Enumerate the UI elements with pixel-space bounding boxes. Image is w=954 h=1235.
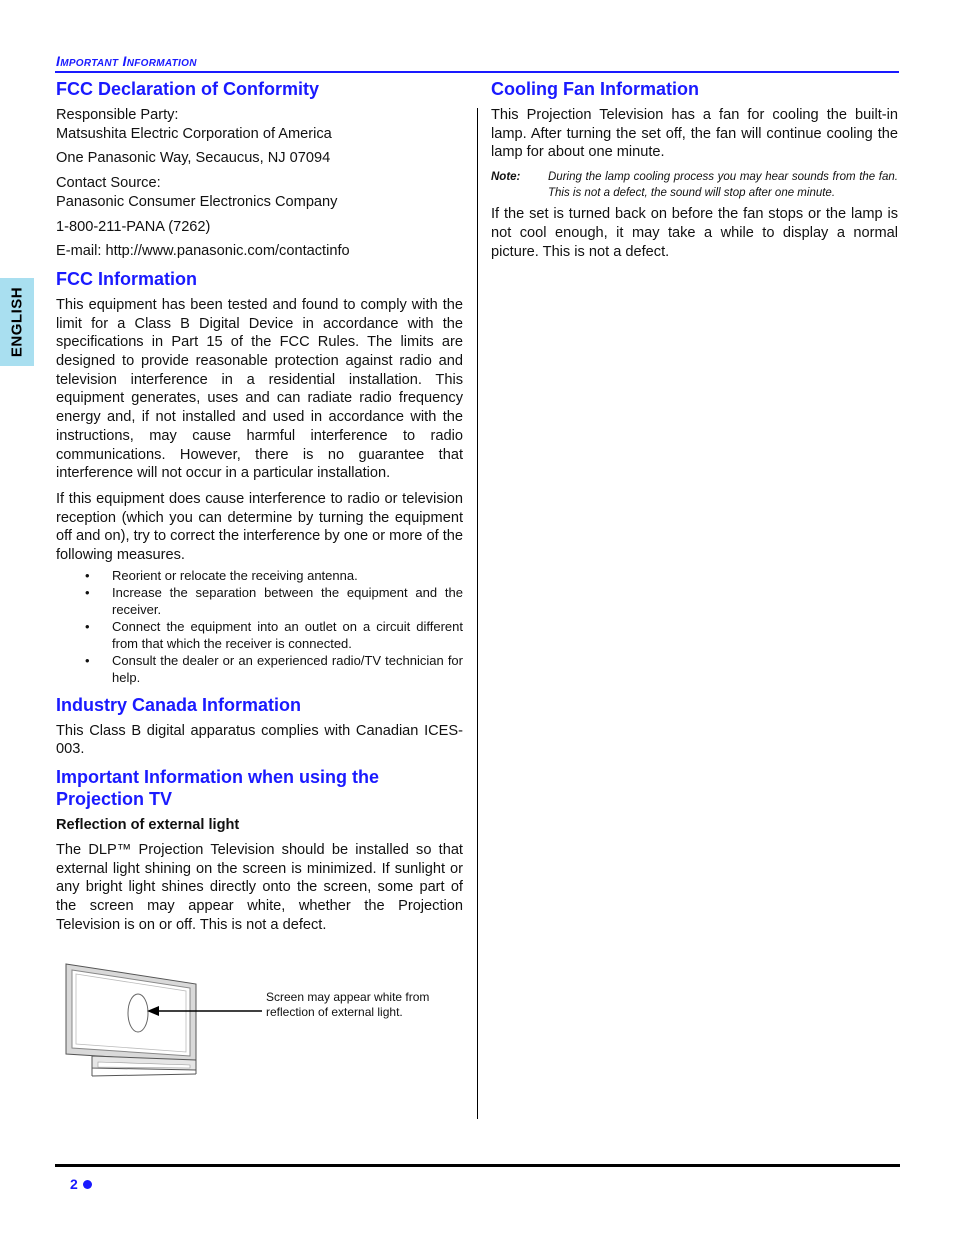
contact-email: E-mail: http://www.panasonic.com/contactinfo xyxy=(56,243,350,260)
responsible-party-name: Matsushita Electric Corporation of America xyxy=(56,125,332,142)
left-column xyxy=(56,78,463,940)
bullet-mark: • xyxy=(85,618,90,634)
note-text: During the lamp cooling process you may hear sounds from the fan. This is not a defect, the sound will stop after one minute. xyxy=(548,171,898,200)
cooling-fan-heading: Cooling Fan Information xyxy=(491,79,699,99)
contact-phone: 1-800-211-PANA (7262) xyxy=(56,218,211,235)
header-rule xyxy=(55,71,899,73)
footer-rule xyxy=(55,1164,900,1167)
reflection-subheading: Reflection of external light xyxy=(56,817,240,834)
cooling-fan-note xyxy=(491,169,898,201)
column-divider xyxy=(477,108,478,1119)
list-item-text: Increase the separation between the equipment and the receiver. xyxy=(112,584,463,617)
industry-canada-heading: Industry Canada Information xyxy=(56,694,302,715)
list-item xyxy=(56,584,463,618)
contact-source-name: Panasonic Consumer Electronics Company xyxy=(56,193,338,210)
list-item xyxy=(56,567,463,584)
page-number xyxy=(70,1176,92,1192)
projection-tv-illustration xyxy=(62,962,212,1078)
list-item xyxy=(56,652,463,686)
list-item xyxy=(56,618,463,652)
right-column xyxy=(491,78,898,267)
contact-source-label: Contact Source: xyxy=(56,175,161,192)
bullet-mark: • xyxy=(85,567,90,583)
responsible-party-address: One Panasonic Way, Secaucus, NJ 07094 xyxy=(56,150,331,167)
fcc-information-paragraph-2: If this equipment does cause interference to radio or television reception (which you can determine by turning the equipment off and on), try to correct the interference by one or more of the following measures. xyxy=(56,490,463,564)
bullet-mark: • xyxy=(85,584,90,600)
cooling-fan-paragraph-2: If the set is turned back on before the fan stops or the lamp is not cool enough, it may take a while to display a normal picture. This is not a defect. xyxy=(491,206,898,260)
list-item-text: Connect the equipment into an outlet on a circuit different from that which the receiver is connected. xyxy=(112,618,463,651)
page-bullet-icon xyxy=(83,1180,92,1189)
projection-heading: Important Information when using the Projection TV xyxy=(56,767,379,810)
fcc-information-heading: FCC Information xyxy=(56,268,197,289)
cooling-fan-paragraph-1: This Projection Television has a fan for cooling the built-in lamp. After turning the set off, the fan will continue cooling the lamp for about one minute. xyxy=(491,107,898,161)
list-item-text: Consult the dealer or an experienced radio/TV technician for help. xyxy=(112,652,463,685)
section-header-title: Important Information xyxy=(56,53,197,69)
note-label: Note: xyxy=(491,171,521,184)
illustration-caption: Screen may appear white from reflection of external light. xyxy=(266,990,430,1019)
bullet-mark: • xyxy=(85,652,90,668)
reflection-paragraph: The DLP™ Projection Television should be installed so that external light shining on the screen is minimized. If sunlight or any bright light shines directly onto the screen, some part of the screen may appear white, whether the Projection Television is on or off. This is not a defect. xyxy=(56,841,463,933)
responsible-party-label: Responsible Party: xyxy=(56,107,179,123)
page-number-text: 2 xyxy=(70,1176,78,1192)
fcc-declaration-heading: FCC Declaration of Conformity xyxy=(56,79,320,99)
language-side-tab xyxy=(0,278,34,366)
pointer-arrow xyxy=(145,1003,263,1019)
interference-measures-list xyxy=(56,567,463,686)
language-tab-label: ENGLISH xyxy=(8,286,26,358)
list-item-text: Reorient or relocate the receiving antenna. xyxy=(112,567,358,583)
industry-canada-paragraph: This Class B digital apparatus complies with Canadian ICES-003. xyxy=(56,722,463,758)
fcc-information-paragraph-1: This equipment has been tested and found to comply with the limit for a Class B Digital Device in accordance with the specifications in Part 15 of the FCC Rules. The limits are designed to provide reasonable protection against radio and television interference in a residential installation. This equipment generates, uses and can radiate radio frequency energy and, if not installed and used in accordance with the instructions, may cause harmful interference to radio communications. However, there is no guarantee that interference will not occur in a particular installation. xyxy=(56,296,463,482)
